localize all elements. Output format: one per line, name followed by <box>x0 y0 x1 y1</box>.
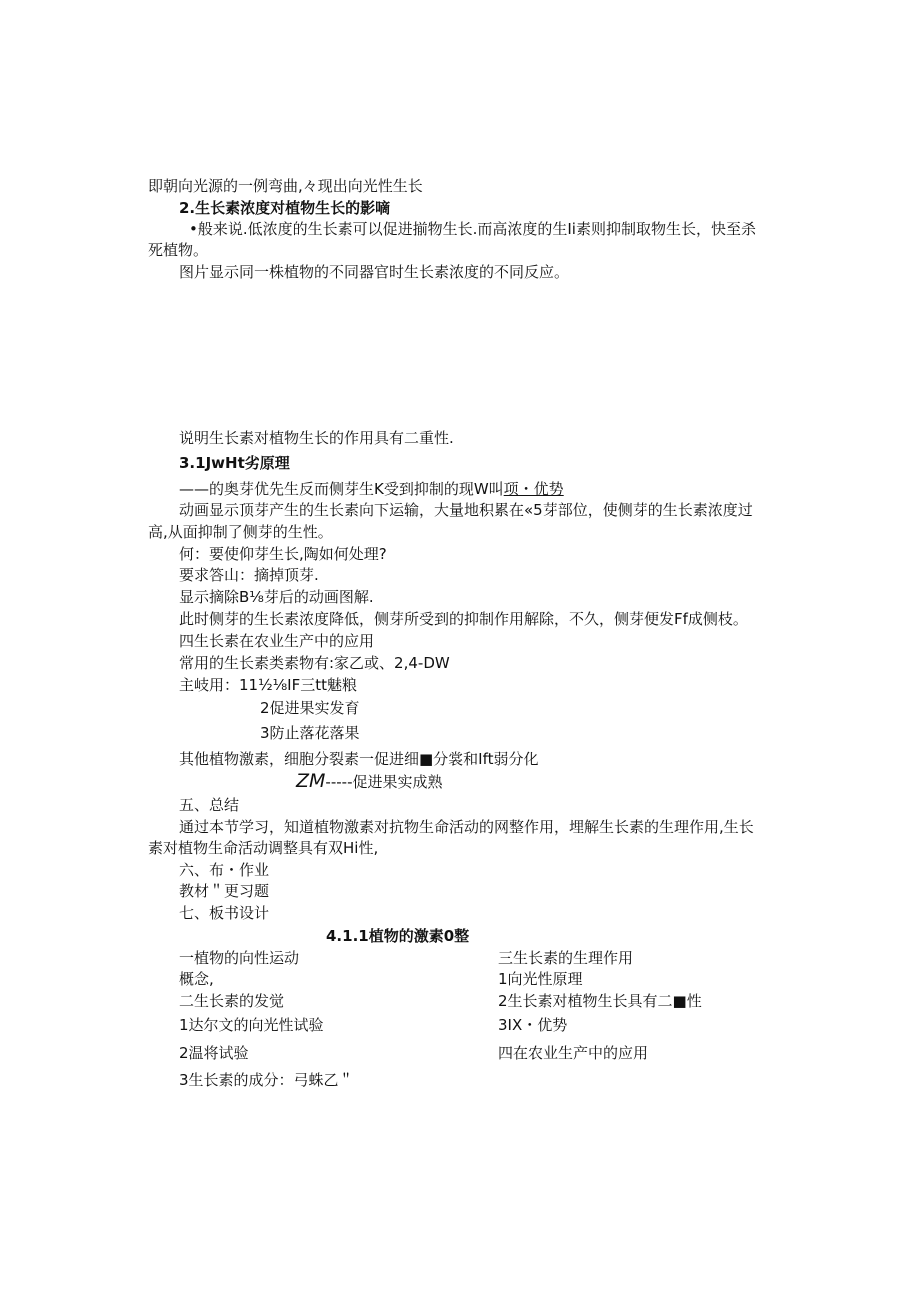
text-span: ——的奥芽优先生反而侧芽生K受到抑制的现W叫 <box>179 480 504 498</box>
text-line <box>296 771 443 792</box>
text-line: 图片显示同一株植物的不同器官时生长素浓度的不同反应。 <box>179 263 570 281</box>
board-left-item: 1达尔文的向光性试验 <box>179 1016 324 1034</box>
text-line: 其他植物激素，细胞分裂素一促进细■分裳和Ift弱分化 <box>179 750 539 768</box>
text-line: •般来说.低浓度的生长素可以促进揃物生长.而高浓度的生Ii素则抑制取物生长，快至杀 <box>189 220 756 238</box>
text-line: 常用的生长素类素物有:家乙或、2,4-DW <box>179 654 450 672</box>
board-left-item: 概念, <box>179 970 214 988</box>
text-line <box>179 479 564 499</box>
board-right-item: 1向光性原理 <box>498 970 583 988</box>
board-left-item: 3生长素的成分：弓蛛乙＂ <box>179 1071 354 1089</box>
board-left-item: 2温将试验 <box>179 1044 249 1062</box>
text-line: 教材＂更习题 <box>179 882 270 900</box>
text-line: 通过本节学习，知道植物激素对抗物生命活动的网整作用，埋解生长素的生理作用,生长 <box>179 818 754 836</box>
text-line: 要求答山：摘掉顶芽. <box>179 566 319 584</box>
section-heading: 五、总结 <box>179 796 240 814</box>
text-line: 显示摘除B⅛芽后的动画图解. <box>179 588 374 606</box>
board-right-item: 三生长素的生理作用 <box>498 949 634 967</box>
text-span: -----促进果实成熟 <box>325 773 443 791</box>
board-left-item: 一植物的向性运动 <box>179 949 300 967</box>
board-right-item: 2生长素对植物生长具有二■性 <box>498 992 702 1010</box>
text-line: 即朝向光源的一例弯曲,々现出向光性生长 <box>148 177 423 195</box>
text-line: 何：要使仰芽生长,陶如何处理? <box>179 545 387 563</box>
section-heading: 3.1JwHt劣原理 <box>179 454 290 472</box>
text-span: ZM <box>296 770 326 792</box>
text-line: 素对植物生命活动调整具有双Hi性, <box>148 839 379 857</box>
board-title: 4.1.1植物的激素0整 <box>326 927 470 945</box>
text-line: 主岐用：11½⅛IF三tt魅粮 <box>179 676 357 694</box>
text-line: 此时侧芽的生长素浓度降低，侧芽所受到的抑制作用解除，不久，侧芽便发Ff成侧枝。 <box>179 610 748 628</box>
section-heading: 四生长素在农业生产中的应用 <box>179 632 375 650</box>
section-heading: 2.生长素浓度对植物生长的影嘀 <box>179 199 391 217</box>
text-line: 死植物。 <box>148 241 209 259</box>
text-line: 高,从面抑制了侧芽的生性。 <box>148 523 333 541</box>
text-line: 3防止落花落果 <box>260 724 360 742</box>
section-heading: 六、布・作业 <box>179 861 270 879</box>
section-heading: 七、板书设计 <box>179 904 270 922</box>
text-line: 动画显示顶芽产生的生长素向下运输，大量地积累在«5芽部位，使侧芽的生长素浓度过 <box>179 501 753 519</box>
text-line: 说明生长素对植物生长的作用具有二重性. <box>179 429 454 447</box>
underlined-term: 项・优势 <box>503 480 564 498</box>
board-right-item: 3IX・优势 <box>498 1016 568 1034</box>
board-right-item: 四在农业生产中的应用 <box>498 1044 649 1062</box>
text-line: 2促进果实发育 <box>260 699 360 717</box>
board-left-item: 二生长素的发觉 <box>179 992 285 1010</box>
